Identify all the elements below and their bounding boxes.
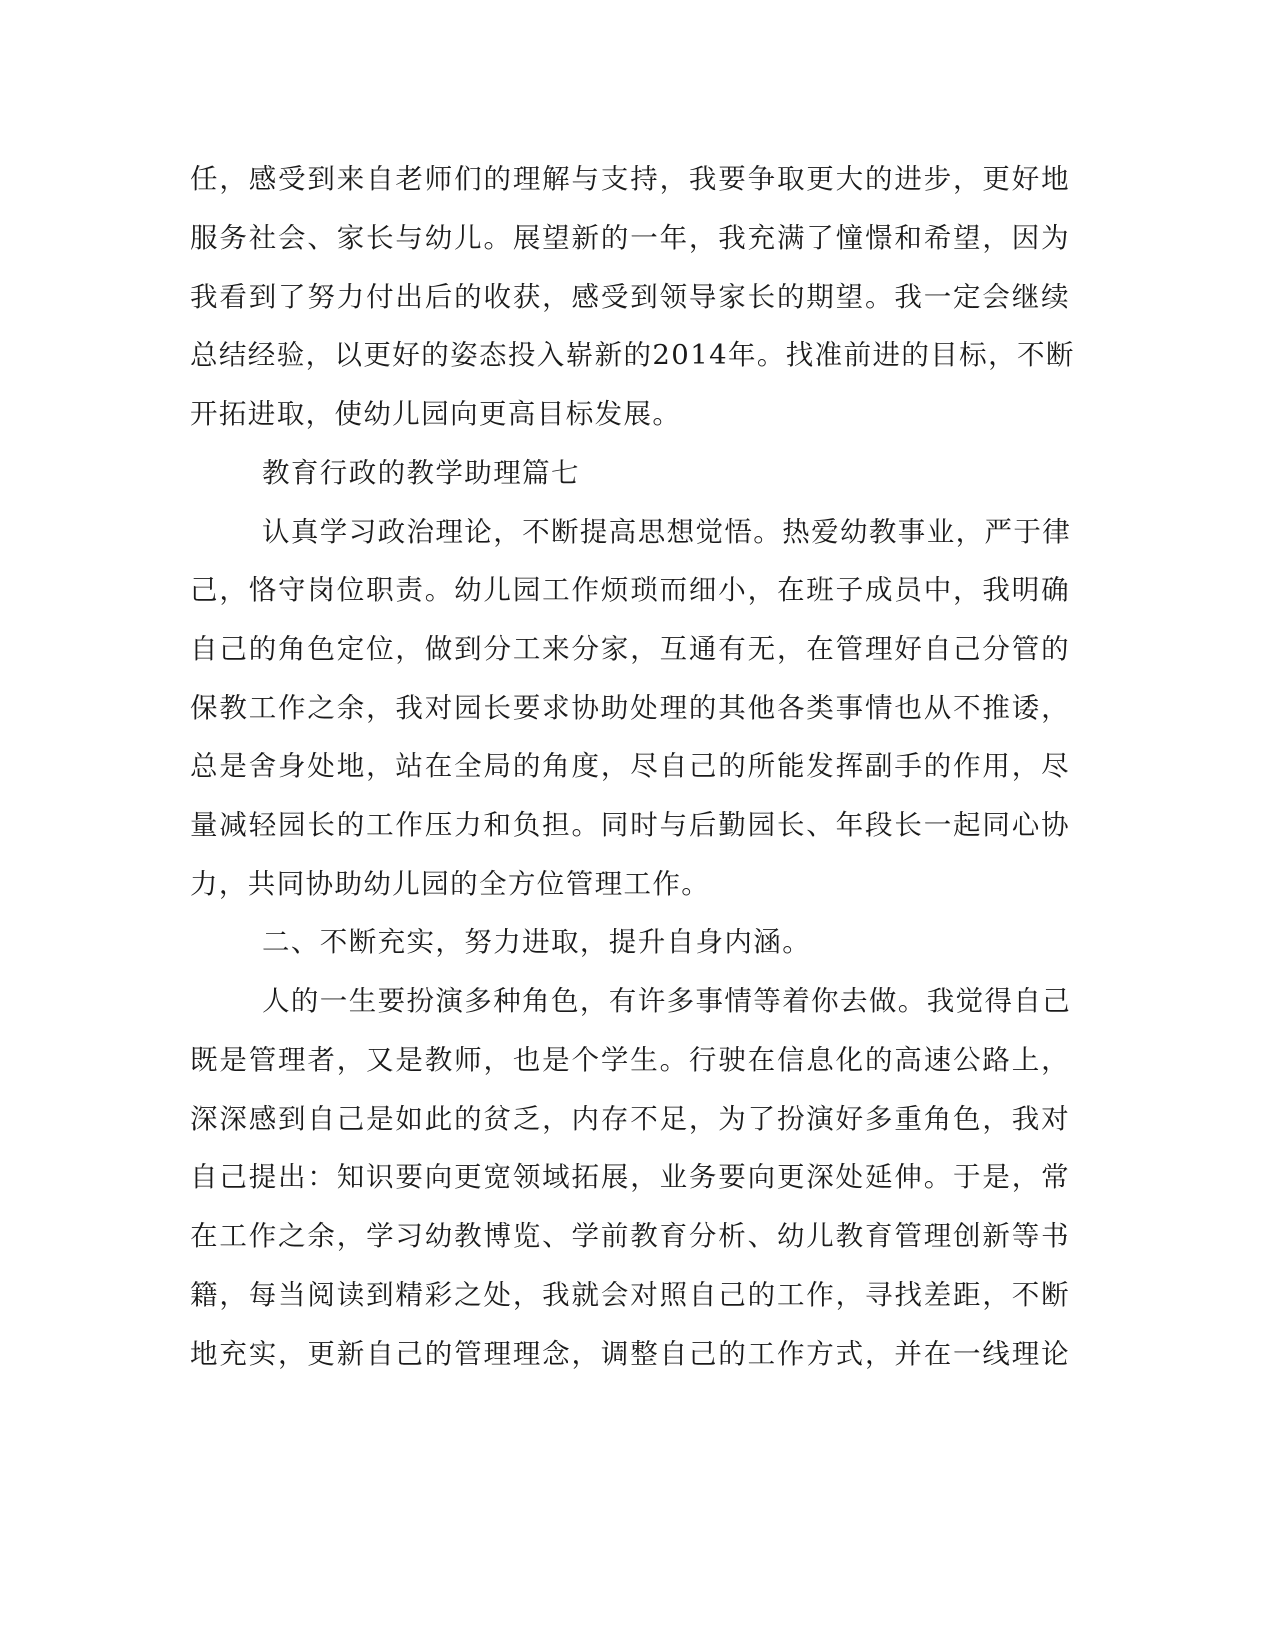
body-line: 服务社会、家长与幼儿。展望新的一年，我充满了憧憬和希望，因为 [190, 222, 1070, 254]
body-line: 自己的角色定位，做到分工来分家，互通有无，在管理好自己分管的 [190, 633, 1070, 665]
body-line: 总结经验，以更好的姿态投入崭新的2014年。找准前进的目标，不断 [190, 339, 1075, 371]
body-line: 地充实，更新自己的管理理念，调整自己的工作方式，并在一线理论 [190, 1338, 1070, 1370]
section-heading: 教育行政的教学助理篇七 [262, 457, 580, 489]
body-line: 任，感受到来自老师们的理解与支持，我要争取更大的进步，更好地 [190, 163, 1070, 195]
section-heading: 二、不断充实，努力进取，提升自身内涵。 [262, 926, 812, 958]
body-line: 己，恪守岗位职责。幼儿园工作烦琐而细小，在班子成员中，我明确 [190, 574, 1070, 606]
body-line: 在工作之余，学习幼教博览、学前教育分析、幼儿教育管理创新等书 [190, 1220, 1070, 1252]
body-line: 总是舍身处地，站在全局的角度，尽自己的所能发挥副手的作用，尽 [190, 750, 1070, 782]
body-line: 自己提出：知识要向更宽领域拓展，业务要向更深处延伸。于是，常 [190, 1161, 1070, 1193]
paragraph-first-line: 认真学习政治理论，不断提高思想觉悟。热爱幼教事业，严于律 [262, 516, 1072, 548]
body-line: 籍，每当阅读到精彩之处，我就会对照自己的工作，寻找差距，不断 [190, 1279, 1070, 1311]
paragraph-first-line: 人的一生要扮演多种角色，有许多事情等着你去做。我觉得自己 [262, 985, 1072, 1017]
body-line: 保教工作之余，我对园长要求协助处理的其他各类事情也从不推诿， [190, 692, 1070, 724]
body-line: 既是管理者，又是教师，也是个学生。行驶在信息化的高速公路上， [190, 1044, 1070, 1076]
body-line: 量减轻园长的工作压力和负担。同时与后勤园长、年段长一起同心协 [190, 809, 1070, 841]
body-line: 力，共同协助幼儿园的全方位管理工作。 [190, 868, 711, 900]
body-line: 开拓进取，使幼儿园向更高目标发展。 [190, 398, 682, 430]
body-line: 我看到了努力付出后的收获，感受到领导家长的期望。我一定会继续 [190, 281, 1070, 313]
body-line: 深深感到自己是如此的贫乏，内存不足，为了扮演好多重角色，我对 [190, 1103, 1070, 1135]
